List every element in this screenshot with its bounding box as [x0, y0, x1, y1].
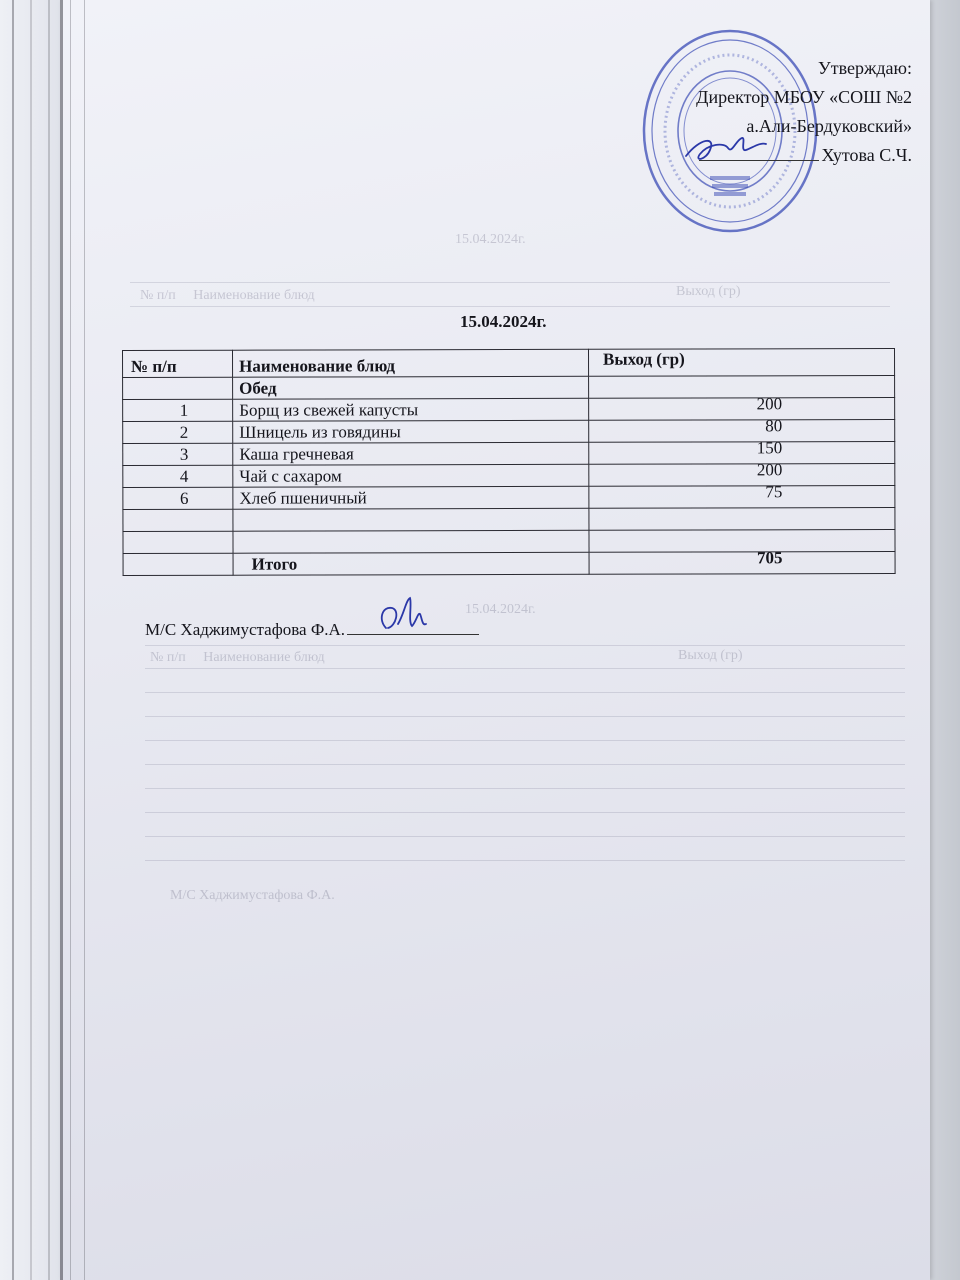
- row-num: 1: [123, 399, 233, 421]
- header-name: Наименование блюд: [233, 349, 589, 377]
- row-dish: Борщ из свежей капусты: [233, 398, 589, 421]
- header-output: Выход (гр): [588, 348, 894, 376]
- header-num: № п/п: [123, 350, 233, 377]
- table-cell: [589, 375, 895, 398]
- bleed-through-text: № п/п Наименование блюд: [150, 650, 325, 665]
- table-cell: [233, 530, 589, 553]
- table-header-row: [123, 348, 895, 377]
- approval-heading: Утверждаю:: [817, 58, 912, 78]
- row-num: 6: [123, 487, 233, 509]
- bleed-through-text: 15.04.2024г.: [465, 602, 536, 617]
- row-dish: Хлеб пшеничный: [233, 486, 589, 509]
- bleed-through-line: [145, 764, 905, 765]
- school-place: а.Али-Бердуковский»: [746, 116, 912, 136]
- row-num: 2: [123, 421, 233, 443]
- bleed-through-line: [145, 716, 905, 717]
- bleed-through-line: [130, 282, 890, 283]
- bleed-through-text: М/С Хаджимустафова Ф.А.: [170, 888, 335, 903]
- sheet-edge-line: [12, 0, 14, 1280]
- signature-underline: [699, 142, 819, 161]
- bleed-through-text: 15.04.2024г.: [455, 232, 526, 247]
- table-cell: [123, 531, 233, 553]
- table-cell: [123, 553, 233, 575]
- bleed-through-line: [145, 668, 905, 669]
- director-name: Хутова С.Ч.: [821, 145, 912, 165]
- row-num: 3: [123, 443, 233, 465]
- row-num: 4: [123, 465, 233, 487]
- page-edge: [60, 0, 63, 1280]
- table-cell: [123, 509, 233, 531]
- table-cell: [233, 508, 589, 531]
- total-value: 705: [757, 547, 783, 567]
- row-dish: Чай с сахаром: [233, 464, 589, 487]
- bleed-through-line: [145, 812, 905, 813]
- bleed-through-line: [145, 645, 905, 646]
- bleed-through-line: [145, 836, 905, 837]
- total-label: Итого: [233, 552, 589, 575]
- bleed-through-line: [130, 306, 890, 307]
- row-output: 150: [756, 437, 783, 457]
- bleed-through-text: Выход (гр): [678, 648, 743, 663]
- bleed-through-text: № п/п Наименование блюд: [140, 288, 315, 303]
- page-edge: [70, 0, 71, 1280]
- document-date: 15.04.2024г.: [460, 312, 547, 331]
- table-cell: [123, 377, 233, 399]
- approval-block: [612, 54, 912, 170]
- sheet-edge-line: [30, 0, 32, 1280]
- bleed-through-line: [145, 692, 905, 693]
- empty-row: [123, 507, 895, 531]
- page-edge: [84, 0, 85, 1280]
- bleed-through-line: [145, 860, 905, 861]
- row-output: 200: [756, 393, 783, 413]
- row-output: 80: [765, 415, 783, 435]
- table-row: [123, 485, 895, 509]
- table-cell: [589, 507, 895, 530]
- row-dish: Каша гречневая: [233, 442, 589, 465]
- nurse-name: М/С Хаджимустафова Ф.А.: [145, 620, 346, 639]
- signature-underline: [347, 618, 479, 635]
- section-label: Обед: [233, 376, 589, 399]
- bleed-through-text: Выход (гр): [676, 284, 741, 299]
- bleed-through-line: [145, 740, 905, 741]
- sheet-edge-line: [48, 0, 50, 1280]
- director-signature-line: [612, 141, 912, 170]
- bleed-through-line: [145, 788, 905, 789]
- director-title: Директор МБОУ «СОШ №2: [696, 87, 912, 107]
- row-output: 75: [765, 481, 783, 501]
- row-output: 200: [756, 459, 783, 479]
- nurse-signature-line: [145, 618, 479, 640]
- table-cell: [589, 529, 895, 552]
- row-dish: Шницель из говядины: [233, 420, 589, 443]
- total-row: [123, 551, 895, 575]
- menu-table: [122, 348, 896, 576]
